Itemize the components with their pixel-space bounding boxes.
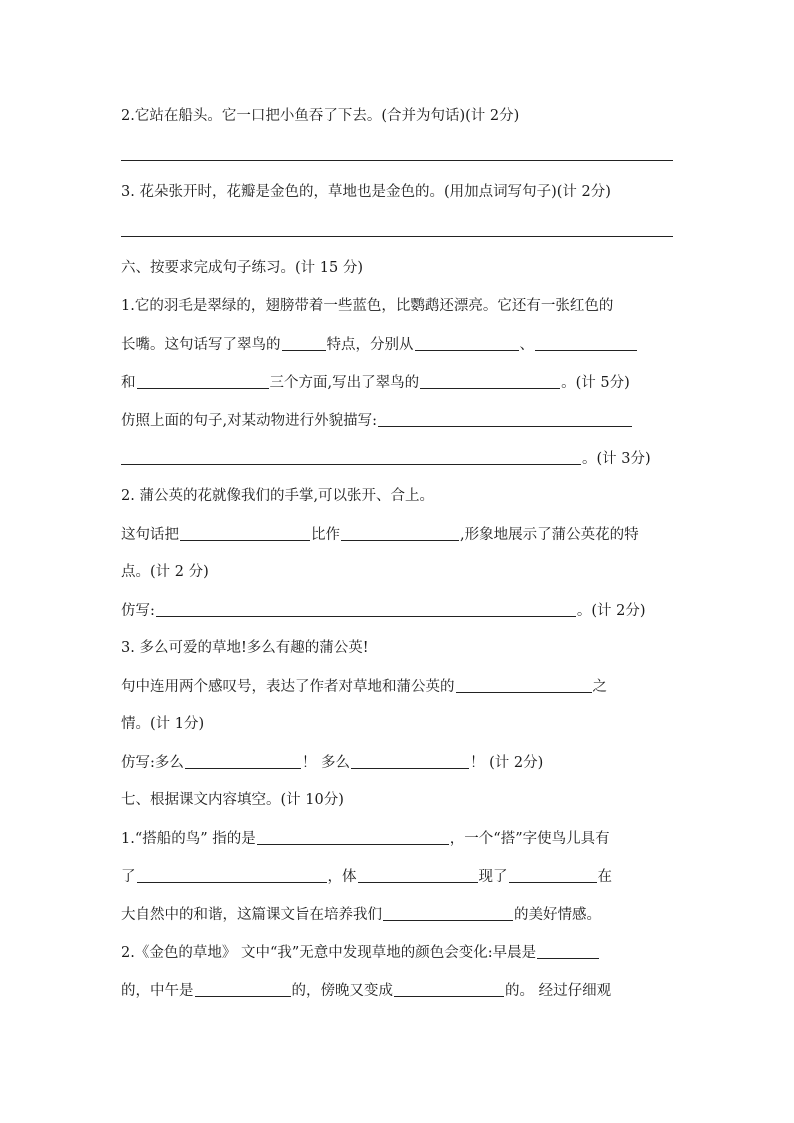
text: 这句话把 bbox=[121, 527, 179, 543]
text: ，体 bbox=[327, 869, 357, 885]
blank[interactable] bbox=[351, 752, 469, 769]
text: 之 bbox=[592, 679, 607, 695]
blank[interactable] bbox=[537, 942, 599, 959]
blank[interactable] bbox=[156, 600, 576, 617]
question-6-1-line-3 bbox=[121, 372, 630, 393]
text: 1.“搭船的鸟” 指的是 bbox=[121, 831, 256, 847]
text: 比作 bbox=[311, 527, 340, 543]
blank[interactable] bbox=[509, 866, 597, 883]
question-7-2-line-1 bbox=[121, 942, 600, 963]
blank[interactable] bbox=[180, 524, 310, 541]
blank[interactable] bbox=[282, 334, 326, 351]
blank[interactable] bbox=[378, 410, 632, 427]
blank[interactable] bbox=[535, 334, 637, 351]
text: 2.《金色的草地》 文中“我”无意中发现草地的颜色会变化:早晨是 bbox=[121, 945, 537, 961]
blank[interactable] bbox=[415, 334, 519, 351]
text: 句中连用两个感叹号，表达了作者对草地和蒲公英的 bbox=[121, 679, 455, 695]
question-6-3-line-1: 3. 多么可爱的草地!多么有趣的蒲公英! bbox=[121, 640, 369, 656]
question-6-2-line-3: 点。(计 2 分) bbox=[121, 564, 209, 580]
blank[interactable] bbox=[195, 980, 291, 997]
blank[interactable] bbox=[137, 372, 269, 389]
text: 大自然中的和谐，这篇课文旨在培养我们 bbox=[121, 907, 382, 923]
text: 的，傍晚又变成 bbox=[291, 983, 393, 999]
blank[interactable] bbox=[185, 752, 301, 769]
text: 。(计 3分) bbox=[582, 451, 651, 467]
question-6-3-line-4 bbox=[121, 752, 543, 773]
section-7-heading: 七、根据课文内容填空。(计 10分) bbox=[121, 792, 344, 808]
question-7-1-line-2 bbox=[121, 866, 612, 887]
text: ,形象地展示了蒲公英花的特 bbox=[460, 527, 639, 543]
blank[interactable] bbox=[394, 980, 504, 997]
section-6-heading: 六、按要求完成句子练习。(计 15 分) bbox=[121, 260, 363, 276]
question-6-1-line-2 bbox=[121, 334, 638, 355]
question-6-3-line-3: 情。(计 1分) bbox=[121, 716, 205, 732]
answer-line-5-2[interactable] bbox=[121, 160, 673, 161]
blank[interactable] bbox=[383, 904, 513, 921]
text: 仿写:多么 bbox=[121, 755, 184, 771]
text: ！ 多么 bbox=[301, 755, 350, 771]
text: 现了 bbox=[478, 869, 508, 885]
blank[interactable] bbox=[358, 866, 478, 883]
question-6-2-line-4 bbox=[121, 600, 646, 621]
text: 、 bbox=[519, 337, 534, 353]
text: 的，中午是 bbox=[121, 983, 194, 999]
text: 的。 经过仔细观 bbox=[505, 983, 612, 999]
blank[interactable] bbox=[341, 524, 459, 541]
blank[interactable] bbox=[420, 372, 560, 389]
text: 和 bbox=[121, 375, 136, 391]
text: 仿照上面的句子,对某动物进行外貌描写: bbox=[121, 413, 377, 429]
question-6-3-line-2 bbox=[121, 676, 607, 697]
question-7-1-line-1 bbox=[121, 828, 610, 849]
text: 三个方面,写出了翠鸟的 bbox=[269, 375, 420, 391]
text: 。(计 2分) bbox=[576, 603, 646, 619]
text: 了 bbox=[121, 869, 136, 885]
question-5-2: 2.它站在船头。它一口把小鱼吞了下去。(合并为句话)(计 2分) bbox=[121, 108, 520, 124]
blank[interactable] bbox=[137, 866, 327, 883]
blank[interactable] bbox=[257, 828, 449, 845]
question-7-2-line-2 bbox=[121, 980, 611, 1001]
text: 特点，分别从 bbox=[326, 337, 414, 353]
question-6-1-line-5 bbox=[121, 448, 651, 469]
answer-line-5-3[interactable] bbox=[121, 236, 673, 237]
text: 长嘴。这句话写了翠鸟的 bbox=[121, 337, 281, 353]
question-6-1-line-1: 1.它的羽毛是翠绿的，翅膀带着一些蓝色，比鹦鹉还漂亮。它还有一张红色的 bbox=[121, 298, 614, 314]
question-7-1-line-3 bbox=[121, 904, 601, 925]
text: 。(计 5分) bbox=[561, 375, 630, 391]
blank[interactable] bbox=[121, 448, 581, 465]
blank[interactable] bbox=[456, 676, 592, 693]
text: 在 bbox=[597, 869, 612, 885]
question-6-2-line-2 bbox=[121, 524, 639, 545]
text: 的美好情感。 bbox=[514, 907, 601, 923]
text: ！ (计 2分) bbox=[470, 755, 544, 771]
question-6-1-line-4 bbox=[121, 410, 633, 431]
question-5-3: 3. 花朵张开时，花瓣是金色的，草地也是金色的。(用加点词写句子)(计 2分) bbox=[121, 184, 611, 200]
text: ，一个“搭”字使鸟儿具有 bbox=[449, 831, 610, 847]
text: 仿写: bbox=[121, 603, 155, 619]
question-6-2-line-1: 2. 蒲公英的花就像我们的手掌,可以张开、合上。 bbox=[121, 488, 435, 504]
